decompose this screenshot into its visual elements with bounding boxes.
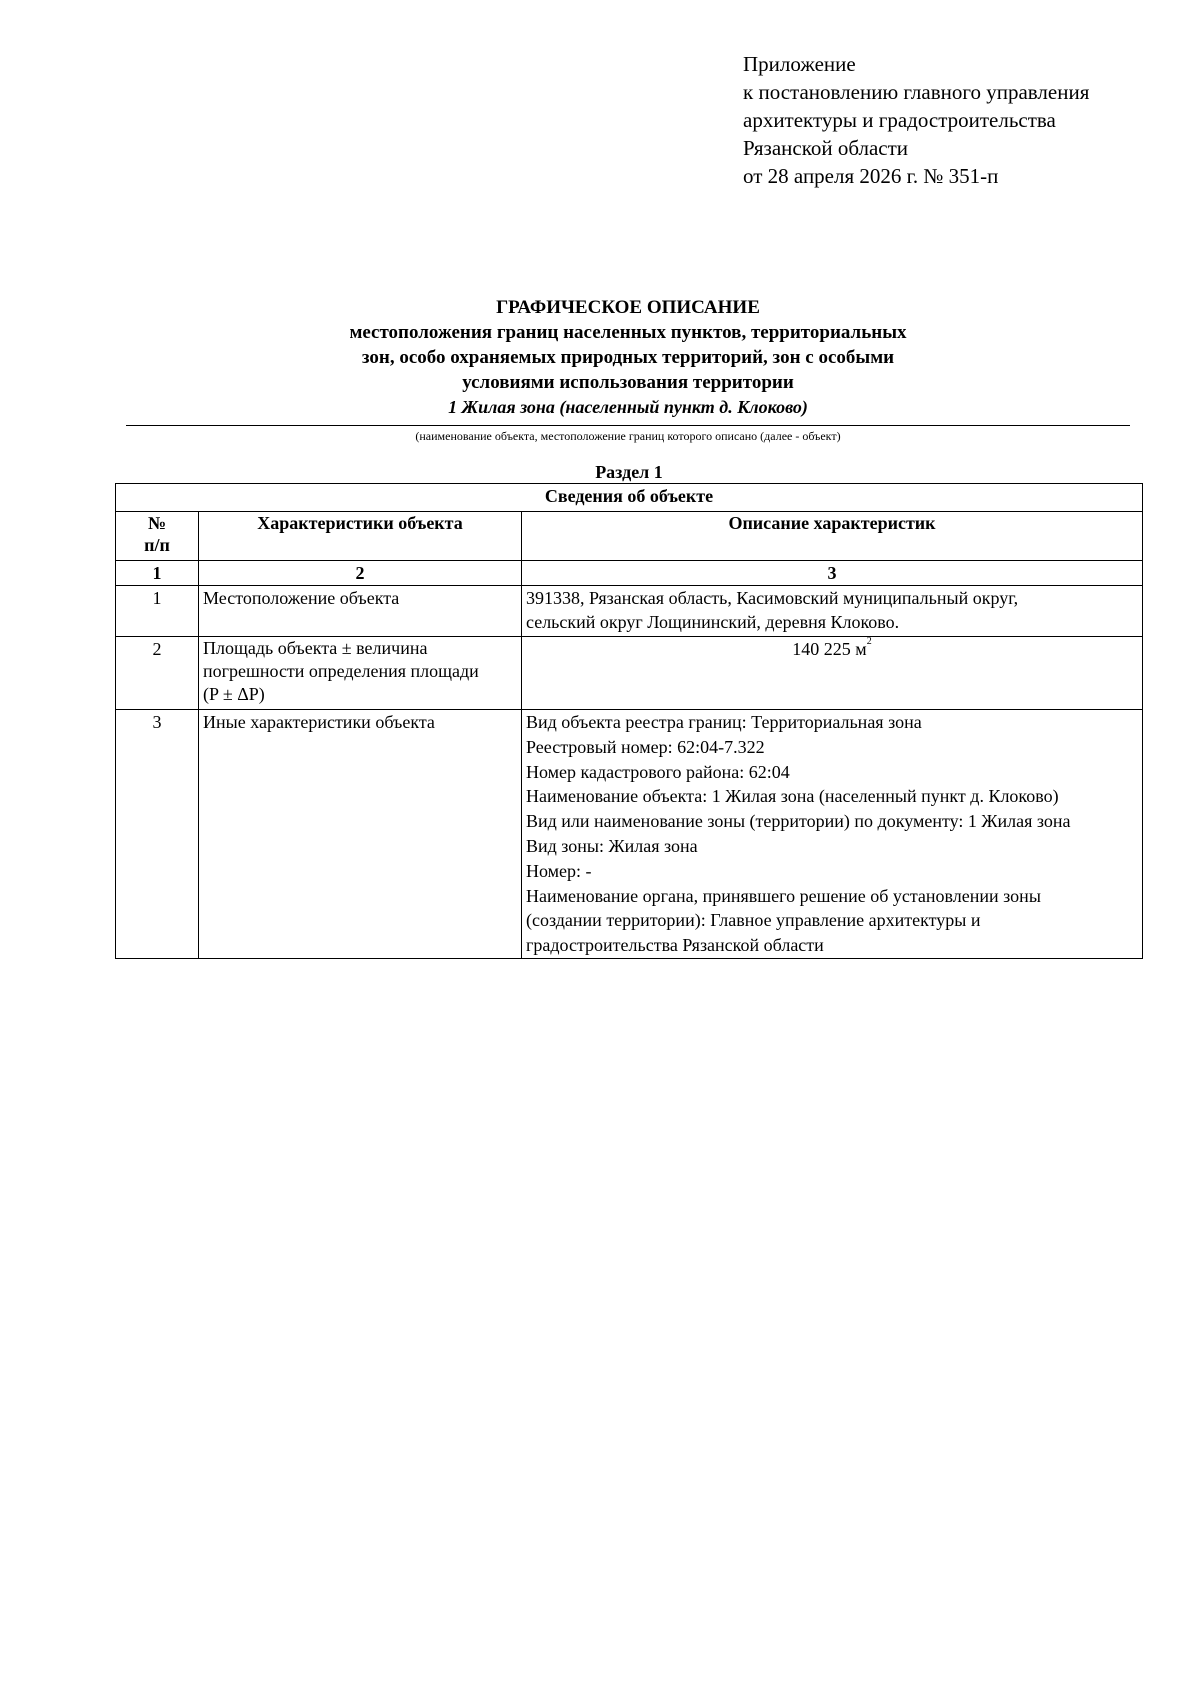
object-name-caption: (наименование объекта, местоположение границ которого описано (далее - объект) [415,429,841,443]
description-line: Наименование объекта: 1 Жилая зона (населенный пункт д. Клоково) [526,786,1059,807]
description-line: Вид объекта реестра границ: Территориальная зона [526,712,922,732]
column-number: 3 [522,561,1143,586]
description-line: градостроительства Рязанской области [526,935,824,956]
description-line: Реестровый номер: 62:04-7.322 [526,736,765,757]
row-characteristic: Иные характеристики объекта [199,710,522,959]
column-number: 2 [199,561,522,586]
row-characteristic [199,637,522,710]
document-subtitle-line: условиями использования территории [462,372,794,393]
row-number: 3 [116,710,199,959]
column-header-number-text: № п/п [144,513,170,555]
table-row [116,586,1143,637]
characteristic-line: Площадь объекта ± величина [203,638,428,658]
description-line: Вид или наименование зоны (территории) по документу: 1 Жилая зона [526,811,1071,832]
column-header-description: Описание характеристик [522,512,1143,561]
table-caption-row [116,484,1143,512]
area-value: 140 225 м [792,639,867,659]
appendix-line: от 28 апреля 2026 г. № 351-п [743,164,999,188]
table-caption: Сведения об объекте [116,484,1143,512]
appendix-line: к постановлению главного управления [743,80,1090,104]
object-info-table [115,483,1143,959]
document-subtitle-line: местоположения границ населенных пунктов, территориальных [349,322,907,343]
table-header-row [116,512,1143,561]
area-unit-superscript: 2 [866,636,872,647]
description-line: Наименование органа, принявшего решение об установлении зоны [526,885,1041,906]
characteristic-line: погрешности определения площади [203,661,479,681]
row-characteristic: Местоположение объекта [199,586,522,637]
appendix-header [743,50,1183,190]
characteristic-line: (P ± ΔP) [203,684,265,704]
document-title: ГРАФИЧЕСКОЕ ОПИСАНИЕ [496,297,760,318]
column-header-number [116,512,199,561]
description-line: сельский округ Лощининский, деревня Клоково. [526,612,900,632]
column-numbers-row [116,561,1143,586]
column-number: 1 [116,561,199,586]
appendix-line: Приложение [743,52,856,76]
description-line: Номер: - [526,860,592,881]
row-description [522,586,1143,637]
document-subtitle-line: зон, особо охраняемых природных территорий, зон с особыми [361,347,895,368]
table-row [116,710,1143,959]
row-number: 2 [116,637,199,710]
appendix-line: архитектуры и градостроительства [743,108,1056,132]
description-line: 391338, Рязанская область, Касимовский муниципальный округ, [526,588,1019,608]
section-title: Раздел 1 [595,462,663,482]
object-name: 1 Жилая зона (населенный пункт д. Клоково) [448,397,808,417]
column-header-characteristic: Характеристики объекта [199,512,522,561]
row-description [522,710,1143,959]
description-line: (создании территории): Главное управление архитектуры и [526,910,981,931]
table-row [116,637,1143,710]
title-block [126,295,1130,419]
appendix-line: Рязанской области [743,136,909,160]
area-value-cell [522,637,1143,710]
object-name-underline [126,425,1130,426]
row-number: 1 [116,586,199,637]
description-line: Номер кадастрового района: 62:04 [526,761,790,782]
description-line: Вид зоны: Жилая зона [526,835,698,856]
